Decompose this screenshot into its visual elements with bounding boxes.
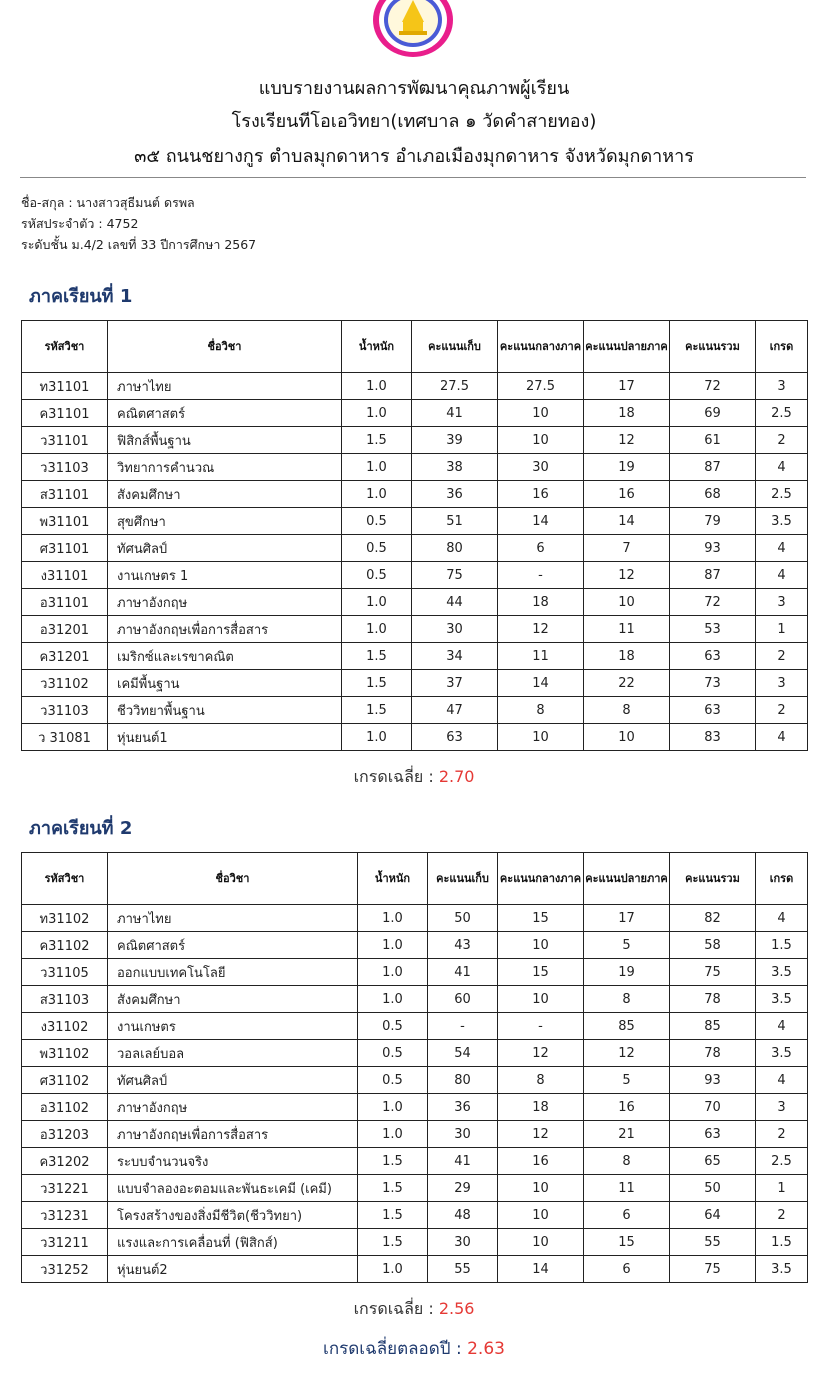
score-collected: 54 xyxy=(428,1040,498,1067)
subject-weight: 1.0 xyxy=(358,986,428,1013)
subject-code: ค31101 xyxy=(22,400,108,427)
score-final: 12 xyxy=(584,427,670,454)
subject-weight: 1.0 xyxy=(342,481,412,508)
subject-grade: 3.5 xyxy=(756,959,808,986)
score-collected: 80 xyxy=(428,1067,498,1094)
subject-code: ว31221 xyxy=(22,1175,108,1202)
subject-name: ทัศนศิลป์ xyxy=(108,535,342,562)
subject-grade: 1.5 xyxy=(756,932,808,959)
subject-grade: 4 xyxy=(756,1013,808,1040)
subject-grade: 4 xyxy=(756,1067,808,1094)
score-collected: 50 xyxy=(428,905,498,932)
score-collected: 30 xyxy=(412,616,498,643)
score-collected: 36 xyxy=(428,1094,498,1121)
term-2-grade-table xyxy=(21,852,808,1283)
subject-name: ภาษาไทย xyxy=(108,905,358,932)
table-row xyxy=(22,616,808,643)
score-total: 61 xyxy=(670,427,756,454)
score-collected: 39 xyxy=(412,427,498,454)
col-header-final: คะแนนปลายภาค xyxy=(584,321,670,373)
score-collected: 51 xyxy=(412,508,498,535)
score-midterm: 10 xyxy=(498,932,584,959)
table-row xyxy=(22,1013,808,1040)
subject-weight: 1.5 xyxy=(342,427,412,454)
subject-code: ง31101 xyxy=(22,562,108,589)
score-collected: 41 xyxy=(412,400,498,427)
score-final: 5 xyxy=(584,1067,670,1094)
table-row xyxy=(22,905,808,932)
score-total: 68 xyxy=(670,481,756,508)
score-collected: 29 xyxy=(428,1175,498,1202)
subject-weight: 0.5 xyxy=(358,1067,428,1094)
subject-name: หุ่นยนต์1 xyxy=(108,724,342,751)
subject-name: ภาษาอังกฤษเพื่อการสื่อสาร xyxy=(108,616,342,643)
score-total: 78 xyxy=(670,986,756,1013)
table-row xyxy=(22,724,808,751)
score-final: 16 xyxy=(584,481,670,508)
subject-grade: 3 xyxy=(756,589,808,616)
score-final: 14 xyxy=(584,508,670,535)
table-row xyxy=(22,427,808,454)
subject-grade: 3.5 xyxy=(756,1256,808,1283)
subject-grade: 1.5 xyxy=(756,1229,808,1256)
subject-code: อ31201 xyxy=(22,616,108,643)
score-total: 82 xyxy=(670,905,756,932)
subject-weight: 0.5 xyxy=(342,562,412,589)
score-final: 16 xyxy=(584,1094,670,1121)
score-midterm: 10 xyxy=(498,1202,584,1229)
score-midterm: 16 xyxy=(498,1148,584,1175)
score-final: 17 xyxy=(584,373,670,400)
score-midterm: 14 xyxy=(498,1256,584,1283)
score-final: 11 xyxy=(584,1175,670,1202)
score-final: 15 xyxy=(584,1229,670,1256)
table-row xyxy=(22,1067,808,1094)
subject-code: พ31101 xyxy=(22,508,108,535)
subject-code: ค31102 xyxy=(22,932,108,959)
score-midterm: 30 xyxy=(498,454,584,481)
table-row xyxy=(22,959,808,986)
subject-code: อ31102 xyxy=(22,1094,108,1121)
subject-grade: 3 xyxy=(756,373,808,400)
subject-name: ภาษาอังกฤษ xyxy=(108,1094,358,1121)
yearly-gpa xyxy=(0,1335,828,1362)
table-row xyxy=(22,508,808,535)
subject-weight: 1.0 xyxy=(342,373,412,400)
subject-grade: 1 xyxy=(756,1175,808,1202)
subject-name: เคมีพื้นฐาน xyxy=(108,670,342,697)
header-divider xyxy=(20,177,806,178)
subject-weight: 0.5 xyxy=(358,1013,428,1040)
score-final: 8 xyxy=(584,697,670,724)
col-header-code: รหัสวิชา xyxy=(22,853,108,905)
score-midterm: 16 xyxy=(498,481,584,508)
gpa-label: เกรดเฉลี่ย : xyxy=(353,767,439,786)
score-total: 85 xyxy=(670,1013,756,1040)
col-header-midterm: คะแนนกลางภาค xyxy=(498,853,584,905)
score-collected: 41 xyxy=(428,959,498,986)
subject-weight: 1.0 xyxy=(342,454,412,481)
score-midterm: 12 xyxy=(498,616,584,643)
score-midterm: 15 xyxy=(498,905,584,932)
table-row xyxy=(22,1148,808,1175)
score-total: 93 xyxy=(670,1067,756,1094)
subject-weight: 1.5 xyxy=(342,643,412,670)
subject-weight: 0.5 xyxy=(358,1040,428,1067)
school-logo xyxy=(372,0,454,58)
gpa-value: 2.70 xyxy=(438,767,475,786)
term-2-gpa xyxy=(0,1297,828,1322)
subject-code: ค31201 xyxy=(22,643,108,670)
score-total: 78 xyxy=(670,1040,756,1067)
score-total: 87 xyxy=(670,562,756,589)
score-total: 63 xyxy=(670,1121,756,1148)
score-collected: 43 xyxy=(428,932,498,959)
score-collected: 27.5 xyxy=(412,373,498,400)
score-final: 85 xyxy=(584,1013,670,1040)
subject-name: ภาษาไทย xyxy=(108,373,342,400)
subject-code: ท31102 xyxy=(22,905,108,932)
report-title: แบบรายงานผลการพัฒนาคุณภาพผู้เรียน xyxy=(258,78,570,99)
score-collected: 60 xyxy=(428,986,498,1013)
score-collected: 63 xyxy=(412,724,498,751)
score-total: 58 xyxy=(670,932,756,959)
subject-weight: 1.0 xyxy=(358,905,428,932)
col-header-grade: เกรด xyxy=(756,853,808,905)
score-collected: 34 xyxy=(412,643,498,670)
subject-weight: 1.5 xyxy=(358,1229,428,1256)
score-collected: 48 xyxy=(428,1202,498,1229)
score-total: 72 xyxy=(670,373,756,400)
score-collected: - xyxy=(428,1013,498,1040)
score-final: 18 xyxy=(584,643,670,670)
score-collected: 80 xyxy=(412,535,498,562)
score-collected: 44 xyxy=(412,589,498,616)
score-collected: 30 xyxy=(428,1121,498,1148)
score-midterm: 10 xyxy=(498,1175,584,1202)
subject-grade: 4 xyxy=(756,905,808,932)
score-final: 10 xyxy=(584,589,670,616)
col-header-weight: น้ำหนัก xyxy=(358,853,428,905)
col-header-collected: คะแนนเก็บ xyxy=(412,321,498,373)
score-collected: 37 xyxy=(412,670,498,697)
score-midterm: 6 xyxy=(498,535,584,562)
subject-grade: 4 xyxy=(756,454,808,481)
subject-grade: 3.5 xyxy=(756,986,808,1013)
subject-weight: 0.5 xyxy=(342,535,412,562)
score-midterm: 12 xyxy=(498,1040,584,1067)
col-header-name: ชื่อวิชา xyxy=(108,853,358,905)
table-row xyxy=(22,1094,808,1121)
subject-name: แรงและการเคลื่อนที่ (ฟิสิกส์) xyxy=(108,1229,358,1256)
score-final: 22 xyxy=(584,670,670,697)
term-1-title: ภาคเรียนที่ 1 xyxy=(29,286,133,307)
subject-code: ศ31101 xyxy=(22,535,108,562)
col-header-name: ชื่อวิชา xyxy=(108,321,342,373)
subject-weight: 0.5 xyxy=(342,508,412,535)
term-1-grade-table xyxy=(21,320,808,751)
score-final: 10 xyxy=(584,724,670,751)
subject-weight: 1.0 xyxy=(342,400,412,427)
subject-name: คณิตศาสตร์ xyxy=(108,400,342,427)
student-name: ชื่อ-สกุล : นางสาวสุธีมนต์ ดรพล xyxy=(21,195,195,210)
score-total: 75 xyxy=(670,959,756,986)
subject-weight: 1.0 xyxy=(358,1094,428,1121)
subject-code: ว 31081 xyxy=(22,724,108,751)
table-row xyxy=(22,400,808,427)
table-row xyxy=(22,1256,808,1283)
table-row xyxy=(22,643,808,670)
score-final: 8 xyxy=(584,986,670,1013)
score-total: 75 xyxy=(670,1256,756,1283)
subject-name: โครงสร้างของสิ่งมีชีวิต(ชีววิทยา) xyxy=(108,1202,358,1229)
col-header-weight: น้ำหนัก xyxy=(342,321,412,373)
table-row xyxy=(22,1229,808,1256)
table-row xyxy=(22,562,808,589)
subject-name: ออกแบบเทคโนโลยี xyxy=(108,959,358,986)
subject-name: วิทยาการคำนวณ xyxy=(108,454,342,481)
table-row xyxy=(22,373,808,400)
subject-name: สังคมศึกษา xyxy=(108,986,358,1013)
subject-name: ระบบจำนวนจริง xyxy=(108,1148,358,1175)
subject-code: ง31102 xyxy=(22,1013,108,1040)
subject-name: ทัศนศิลป์ xyxy=(108,1067,358,1094)
subject-code: ว31231 xyxy=(22,1202,108,1229)
score-midterm: 10 xyxy=(498,427,584,454)
subject-grade: 2 xyxy=(756,427,808,454)
table-header-row xyxy=(22,321,808,373)
table-row xyxy=(22,1175,808,1202)
score-midterm: 11 xyxy=(498,643,584,670)
school-address: ๓๕ ถนนชยางกูร ตำบลมุกดาหาร อำเภอเมืองมุกดาหาร จังหวัดมุกดาหาร xyxy=(134,146,694,167)
table-row xyxy=(22,589,808,616)
col-header-total: คะแนนรวม xyxy=(670,321,756,373)
score-final: 17 xyxy=(584,905,670,932)
score-collected: 75 xyxy=(412,562,498,589)
score-total: 64 xyxy=(670,1202,756,1229)
col-header-grade: เกรด xyxy=(756,321,808,373)
subject-name: คณิตศาสตร์ xyxy=(108,932,358,959)
table-row xyxy=(22,481,808,508)
term-1-gpa xyxy=(0,765,828,790)
score-collected: 30 xyxy=(428,1229,498,1256)
table-row xyxy=(22,670,808,697)
subject-code: ว31105 xyxy=(22,959,108,986)
score-final: 6 xyxy=(584,1256,670,1283)
subject-weight: 1.0 xyxy=(358,1121,428,1148)
subject-name: ภาษาอังกฤษเพื่อการสื่อสาร xyxy=(108,1121,358,1148)
subject-grade: 2.5 xyxy=(756,1148,808,1175)
score-midterm: 18 xyxy=(498,1094,584,1121)
subject-grade: 3.5 xyxy=(756,508,808,535)
subject-grade: 2 xyxy=(756,697,808,724)
score-midterm: 12 xyxy=(498,1121,584,1148)
yearly-gpa-value: 2.63 xyxy=(467,1339,505,1359)
score-total: 73 xyxy=(670,670,756,697)
subject-name: งานเกษตร 1 xyxy=(108,562,342,589)
score-midterm: 14 xyxy=(498,508,584,535)
subject-grade: 2.5 xyxy=(756,481,808,508)
subject-grade: 3.5 xyxy=(756,1040,808,1067)
score-total: 65 xyxy=(670,1148,756,1175)
score-total: 69 xyxy=(670,400,756,427)
subject-grade: 2 xyxy=(756,1202,808,1229)
score-final: 12 xyxy=(584,1040,670,1067)
subject-code: ว31103 xyxy=(22,697,108,724)
score-total: 53 xyxy=(670,616,756,643)
subject-code: พ31102 xyxy=(22,1040,108,1067)
subject-code: อ31203 xyxy=(22,1121,108,1148)
subject-name: ภาษาอังกฤษ xyxy=(108,589,342,616)
score-midterm: 10 xyxy=(498,400,584,427)
col-header-code: รหัสวิชา xyxy=(22,321,108,373)
subject-code: ว31252 xyxy=(22,1256,108,1283)
score-collected: 36 xyxy=(412,481,498,508)
subject-name: วอลเลย์บอล xyxy=(108,1040,358,1067)
table-header-row xyxy=(22,853,808,905)
subject-grade: 2.5 xyxy=(756,400,808,427)
score-total: 63 xyxy=(670,697,756,724)
subject-name: สุขศึกษา xyxy=(108,508,342,535)
col-header-total: คะแนนรวม xyxy=(670,853,756,905)
score-collected: 47 xyxy=(412,697,498,724)
subject-name: งานเกษตร xyxy=(108,1013,358,1040)
score-final: 5 xyxy=(584,932,670,959)
score-midterm: 10 xyxy=(498,986,584,1013)
subject-code: อ31101 xyxy=(22,589,108,616)
subject-grade: 1 xyxy=(756,616,808,643)
subject-weight: 1.0 xyxy=(358,959,428,986)
subject-code: ส31103 xyxy=(22,986,108,1013)
subject-name: เมริกซ์และเรขาคณิต xyxy=(108,643,342,670)
score-final: 11 xyxy=(584,616,670,643)
table-row xyxy=(22,1202,808,1229)
score-total: 70 xyxy=(670,1094,756,1121)
score-final: 8 xyxy=(584,1148,670,1175)
score-total: 55 xyxy=(670,1229,756,1256)
subject-weight: 1.5 xyxy=(358,1202,428,1229)
table-row xyxy=(22,986,808,1013)
score-collected: 41 xyxy=(428,1148,498,1175)
score-total: 87 xyxy=(670,454,756,481)
subject-code: ว31102 xyxy=(22,670,108,697)
subject-weight: 1.5 xyxy=(342,670,412,697)
score-final: 6 xyxy=(584,1202,670,1229)
score-final: 19 xyxy=(584,959,670,986)
table-row xyxy=(22,454,808,481)
score-collected: 38 xyxy=(412,454,498,481)
school-name: โรงเรียนทีโอเอวิทยา(เทศบาล ๑ วัดคำสายทอง) xyxy=(231,111,597,132)
subject-grade: 4 xyxy=(756,535,808,562)
score-total: 93 xyxy=(670,535,756,562)
subject-grade: 3 xyxy=(756,670,808,697)
score-midterm: 18 xyxy=(498,589,584,616)
score-total: 72 xyxy=(670,589,756,616)
score-midterm: 8 xyxy=(498,1067,584,1094)
subject-weight: 1.0 xyxy=(342,616,412,643)
col-header-final: คะแนนปลายภาค xyxy=(584,853,670,905)
subject-name: หุ่นยนต์2 xyxy=(108,1256,358,1283)
score-midterm: 10 xyxy=(498,1229,584,1256)
subject-weight: 1.0 xyxy=(342,724,412,751)
table-row xyxy=(22,932,808,959)
subject-name: แบบจำลองอะตอมและพันธะเคมี (เคมี) xyxy=(108,1175,358,1202)
subject-weight: 1.0 xyxy=(358,932,428,959)
table-row xyxy=(22,1121,808,1148)
subject-code: ส31101 xyxy=(22,481,108,508)
score-midterm: 10 xyxy=(498,724,584,751)
score-midterm: - xyxy=(498,1013,584,1040)
subject-code: ศ31102 xyxy=(22,1067,108,1094)
score-total: 79 xyxy=(670,508,756,535)
subject-name: ชีววิทยาพื้นฐาน xyxy=(108,697,342,724)
yearly-gpa-label: เกรดเฉลี่ยตลอดปี : xyxy=(323,1339,468,1359)
score-midterm: 27.5 xyxy=(498,373,584,400)
score-total: 83 xyxy=(670,724,756,751)
subject-grade: 4 xyxy=(756,562,808,589)
score-final: 7 xyxy=(584,535,670,562)
score-final: 18 xyxy=(584,400,670,427)
score-midterm: - xyxy=(498,562,584,589)
subject-code: ท31101 xyxy=(22,373,108,400)
subject-grade: 2 xyxy=(756,643,808,670)
score-final: 19 xyxy=(584,454,670,481)
subject-weight: 1.5 xyxy=(358,1148,428,1175)
gpa-value: 2.56 xyxy=(438,1299,475,1318)
subject-code: ค31202 xyxy=(22,1148,108,1175)
score-midterm: 15 xyxy=(498,959,584,986)
gpa-label: เกรดเฉลี่ย : xyxy=(353,1299,439,1318)
subject-weight: 1.0 xyxy=(358,1256,428,1283)
student-level: ระดับชั้น ม.4/2 เลขที่ 33 ปีการศึกษา 2567 xyxy=(21,237,257,252)
subject-weight: 1.0 xyxy=(342,589,412,616)
col-header-midterm: คะแนนกลางภาค xyxy=(498,321,584,373)
score-collected: 55 xyxy=(428,1256,498,1283)
subject-weight: 1.5 xyxy=(358,1175,428,1202)
table-row xyxy=(22,697,808,724)
subject-code: ว31103 xyxy=(22,454,108,481)
student-id: รหัสประจำตัว : 4752 xyxy=(21,216,139,231)
score-midterm: 14 xyxy=(498,670,584,697)
subject-grade: 2 xyxy=(756,1121,808,1148)
score-final: 12 xyxy=(584,562,670,589)
subject-code: ว31211 xyxy=(22,1229,108,1256)
subject-name: ฟิสิกส์พื้นฐาน xyxy=(108,427,342,454)
subject-grade: 3 xyxy=(756,1094,808,1121)
score-total: 63 xyxy=(670,643,756,670)
score-final: 21 xyxy=(584,1121,670,1148)
table-row xyxy=(22,1040,808,1067)
col-header-collected: คะแนนเก็บ xyxy=(428,853,498,905)
score-midterm: 8 xyxy=(498,697,584,724)
score-total: 50 xyxy=(670,1175,756,1202)
subject-name: สังคมศึกษา xyxy=(108,481,342,508)
table-row xyxy=(22,535,808,562)
subject-weight: 1.5 xyxy=(342,697,412,724)
subject-grade: 4 xyxy=(756,724,808,751)
subject-code: ว31101 xyxy=(22,427,108,454)
term-2-title: ภาคเรียนที่ 2 xyxy=(29,818,133,839)
